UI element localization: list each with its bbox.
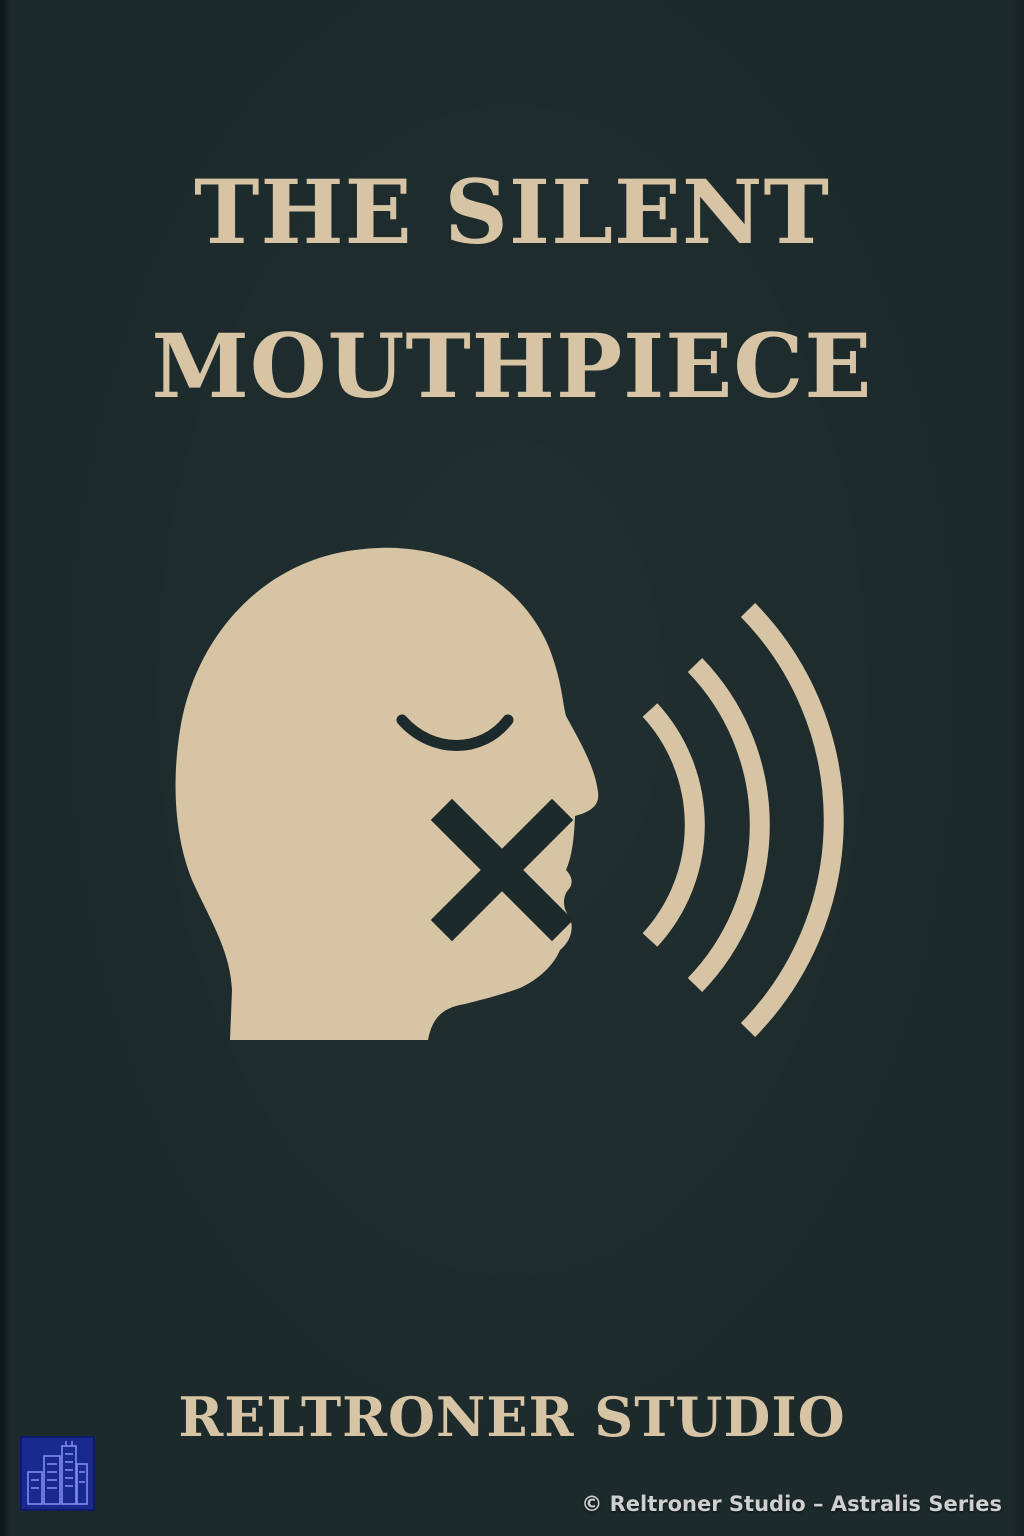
city-buildings-icon <box>22 1438 93 1509</box>
head-profile-icon <box>176 548 599 1040</box>
studio-logo <box>20 1436 95 1511</box>
author-name: RELTRONER STUDIO <box>178 1385 846 1449</box>
silenced-head-illustration <box>170 520 890 1080</box>
copyright-credit: © Reltroner Studio – Astralis Series <box>581 1492 1002 1516</box>
title-line-2: MOUTHPIECE <box>151 314 873 418</box>
title-line-1: THE SILENT <box>194 160 830 264</box>
sound-waves-icon <box>650 610 834 1030</box>
